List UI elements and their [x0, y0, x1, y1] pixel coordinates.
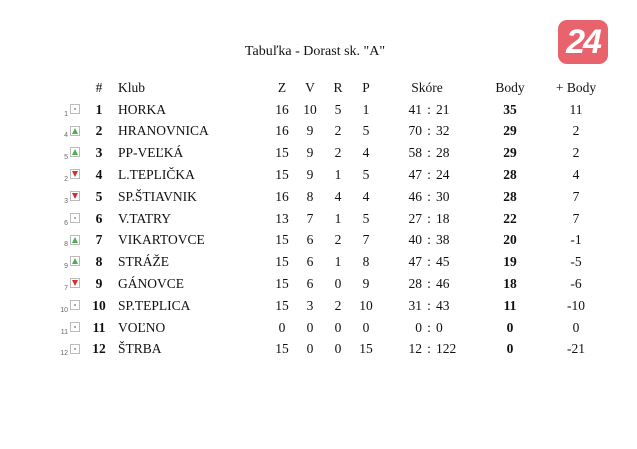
score-separator: : [427, 188, 431, 204]
plus-points-cell: -5 [570, 254, 582, 270]
trend-cell [58, 99, 88, 121]
trend-cell [58, 273, 88, 295]
table-row [58, 295, 606, 317]
goals-for: 31 [408, 297, 422, 313]
points-cell: 0 [506, 319, 514, 335]
previous-position: 3 [64, 197, 68, 205]
position-cell: 8 [95, 254, 103, 270]
wins-cell: 0 [306, 319, 314, 335]
played-cell: 15 [275, 145, 289, 161]
previous-position: 8 [64, 241, 68, 249]
no-change-icon [70, 322, 80, 332]
wins-cell: 6 [306, 276, 314, 292]
position-cell: 4 [95, 167, 103, 183]
played-cell: 0 [278, 319, 286, 335]
position-cell: 11 [92, 319, 106, 335]
no-change-icon [70, 104, 80, 114]
losses-cell: 5 [362, 123, 370, 139]
position-cell: 1 [95, 101, 103, 117]
points-cell: 28 [503, 188, 517, 204]
header-row [58, 77, 606, 99]
score-header: Skóre [411, 79, 443, 95]
plus-points-cell: -10 [567, 297, 585, 313]
losses-cell: 4 [362, 188, 370, 204]
club-name: HRANOVNICA [118, 123, 209, 139]
goals-against: 46 [436, 276, 450, 292]
goals-against: 28 [436, 145, 450, 161]
wins-cell: 6 [306, 232, 314, 248]
arrow-up-icon [70, 235, 80, 245]
arrow-down-icon [70, 169, 80, 179]
plus-points-cell: 11 [569, 101, 583, 117]
standings-table [58, 77, 606, 360]
draws-cell: 4 [334, 188, 342, 204]
played-cell: 16 [275, 101, 289, 117]
trend-cell [58, 142, 88, 164]
wins-cell: 8 [306, 188, 314, 204]
goals-against: 18 [436, 210, 450, 226]
points-cell: 19 [503, 254, 517, 270]
points-cell: 29 [503, 123, 517, 139]
losses-cell: 10 [359, 297, 373, 313]
draws-cell: 2 [334, 232, 342, 248]
goals-against: 45 [436, 254, 450, 270]
club-name: SP.ŠTIAVNIK [118, 188, 197, 204]
position-cell: 10 [92, 297, 106, 313]
goals-against: 43 [436, 297, 450, 313]
wins-cell: 10 [303, 101, 317, 117]
table-row [58, 273, 606, 295]
previous-position: 6 [64, 219, 68, 227]
draws-cell: 0 [334, 341, 342, 357]
club-header: Klub [118, 79, 145, 95]
goals-against: 24 [436, 167, 450, 183]
losses-cell: 4 [362, 145, 370, 161]
score-separator: : [427, 232, 431, 248]
played-cell: 15 [275, 167, 289, 183]
position-cell: 9 [95, 276, 103, 292]
previous-position: 2 [64, 175, 68, 183]
goals-for: 12 [408, 341, 422, 357]
plus-points-cell: -6 [570, 276, 582, 292]
goals-for: 47 [408, 167, 422, 183]
previous-position: 1 [64, 110, 68, 118]
club-name: VIKARTOVCE [118, 232, 205, 248]
losses-cell: 8 [362, 254, 370, 270]
trend-cell [58, 317, 88, 339]
points-cell: 28 [503, 167, 517, 183]
points-cell: 35 [503, 101, 517, 117]
points-cell: 11 [503, 297, 517, 313]
arrow-down-icon [70, 191, 80, 201]
position-cell: 3 [95, 145, 103, 161]
goals-against: 38 [436, 232, 450, 248]
previous-position: 4 [64, 132, 68, 140]
goals-for: 70 [408, 123, 422, 139]
goals-against: 21 [436, 101, 450, 117]
table-row [58, 251, 606, 273]
table-row [58, 339, 606, 361]
points-header: Body [495, 79, 525, 95]
table-row [58, 142, 606, 164]
club-name: PP-VEĽKÁ [118, 145, 184, 161]
points-cell: 29 [503, 145, 517, 161]
draws-header: R [333, 79, 343, 95]
table-row [58, 121, 606, 143]
previous-position: 7 [64, 284, 68, 292]
club-name: STRÁŽE [118, 254, 170, 270]
no-change-icon [70, 344, 80, 354]
trend-cell [58, 230, 88, 252]
previous-position: 11 [60, 328, 68, 336]
logo-24: 24 [558, 20, 608, 64]
table-row [58, 317, 606, 339]
goals-for: 58 [408, 145, 422, 161]
draws-cell: 0 [334, 319, 342, 335]
draws-cell: 1 [334, 167, 342, 183]
goals-for: 41 [408, 101, 422, 117]
table-row [58, 208, 606, 230]
goals-for: 27 [408, 210, 422, 226]
goals-for: 40 [408, 232, 422, 248]
losses-cell: 1 [362, 101, 370, 117]
losses-cell: 5 [362, 210, 370, 226]
position-cell: 5 [95, 188, 103, 204]
trend-cell [58, 251, 88, 273]
club-name: HORKA [118, 101, 167, 117]
plus-points-cell: 4 [572, 167, 580, 183]
trend-cell [58, 208, 88, 230]
score-separator: : [427, 254, 431, 270]
played-cell: 15 [275, 341, 289, 357]
plus-points-cell: 2 [572, 145, 580, 161]
table-row [58, 230, 606, 252]
position-cell: 12 [92, 341, 106, 357]
points-cell: 18 [503, 276, 517, 292]
arrow-down-icon [70, 278, 80, 288]
draws-cell: 2 [334, 123, 342, 139]
draws-cell: 0 [334, 276, 342, 292]
draws-cell: 1 [334, 254, 342, 270]
losses-cell: 9 [362, 276, 370, 292]
draws-cell: 5 [334, 101, 342, 117]
goals-for: 0 [415, 319, 422, 335]
wins-cell: 0 [306, 341, 314, 357]
score-separator: : [427, 319, 431, 335]
losses-cell: 7 [362, 232, 370, 248]
trend-cell [58, 164, 88, 186]
losses-cell: 5 [362, 167, 370, 183]
goals-against: 30 [436, 188, 450, 204]
trend-cell [58, 121, 88, 143]
trend-cell [58, 295, 88, 317]
wins-cell: 9 [306, 123, 314, 139]
played-cell: 15 [275, 232, 289, 248]
played-cell: 15 [275, 254, 289, 270]
points-cell: 0 [506, 341, 514, 357]
plus-points-cell: 7 [572, 210, 580, 226]
plus-points-cell: 2 [572, 123, 580, 139]
played-cell: 16 [275, 123, 289, 139]
wins-cell: 9 [306, 167, 314, 183]
arrow-up-icon [70, 147, 80, 157]
draws-cell: 2 [334, 145, 342, 161]
previous-position: 5 [64, 154, 68, 162]
wins-header: V [305, 79, 315, 95]
score-separator: : [427, 145, 431, 161]
club-name: GÁNOVCE [118, 276, 184, 292]
goals-against: 0 [436, 319, 443, 335]
previous-position: 12 [60, 350, 68, 358]
position-cell: 2 [95, 123, 103, 139]
position-header: # [95, 79, 103, 95]
club-name: ŠTRBA [118, 341, 162, 357]
played-cell: 15 [275, 276, 289, 292]
trend-header [58, 77, 88, 99]
no-change-icon [70, 300, 80, 310]
score-separator: : [427, 101, 431, 117]
goals-against: 32 [436, 123, 450, 139]
score-separator: : [427, 123, 431, 139]
losses-cell: 15 [359, 341, 373, 357]
trend-cell [58, 339, 88, 361]
no-change-icon [70, 213, 80, 223]
previous-position: 9 [64, 263, 68, 271]
played-cell: 13 [275, 210, 289, 226]
table-row [58, 99, 606, 121]
plus-points-header: + Body [555, 79, 597, 95]
goals-for: 46 [408, 188, 422, 204]
position-cell: 6 [95, 210, 103, 226]
plus-points-cell: 7 [572, 188, 580, 204]
table-row [58, 164, 606, 186]
wins-cell: 9 [306, 145, 314, 161]
wins-cell: 6 [306, 254, 314, 270]
played-header: Z [277, 79, 287, 95]
table-row [58, 186, 606, 208]
club-name: SP.TEPLICA [118, 297, 191, 313]
arrow-up-icon [70, 126, 80, 136]
table-title: Tabuľka - Dorast sk. "A" [244, 44, 386, 59]
draws-cell: 1 [334, 210, 342, 226]
previous-position: 10 [60, 306, 68, 314]
losses-header: P [362, 79, 370, 95]
club-name: V.TATRY [118, 210, 172, 226]
trend-cell [58, 186, 88, 208]
goals-against: 122 [436, 341, 457, 357]
points-cell: 22 [503, 210, 517, 226]
plus-points-cell: 0 [572, 319, 580, 335]
wins-cell: 7 [306, 210, 314, 226]
goals-for: 47 [408, 254, 422, 270]
plus-points-cell: -1 [570, 232, 582, 248]
wins-cell: 3 [306, 297, 314, 313]
score-separator: : [427, 167, 431, 183]
score-separator: : [427, 297, 431, 313]
goals-for: 28 [408, 276, 422, 292]
score-separator: : [427, 276, 431, 292]
draws-cell: 2 [334, 297, 342, 313]
plus-points-cell: -21 [567, 341, 585, 357]
score-separator: : [427, 210, 431, 226]
club-name: VOĽNO [118, 319, 166, 335]
score-separator: : [427, 341, 431, 357]
position-cell: 7 [95, 232, 103, 248]
losses-cell: 0 [362, 319, 370, 335]
arrow-up-icon [70, 256, 80, 266]
played-cell: 15 [275, 297, 289, 313]
points-cell: 20 [503, 232, 517, 248]
played-cell: 16 [275, 188, 289, 204]
club-name: L.TEPLIČKA [118, 167, 195, 183]
